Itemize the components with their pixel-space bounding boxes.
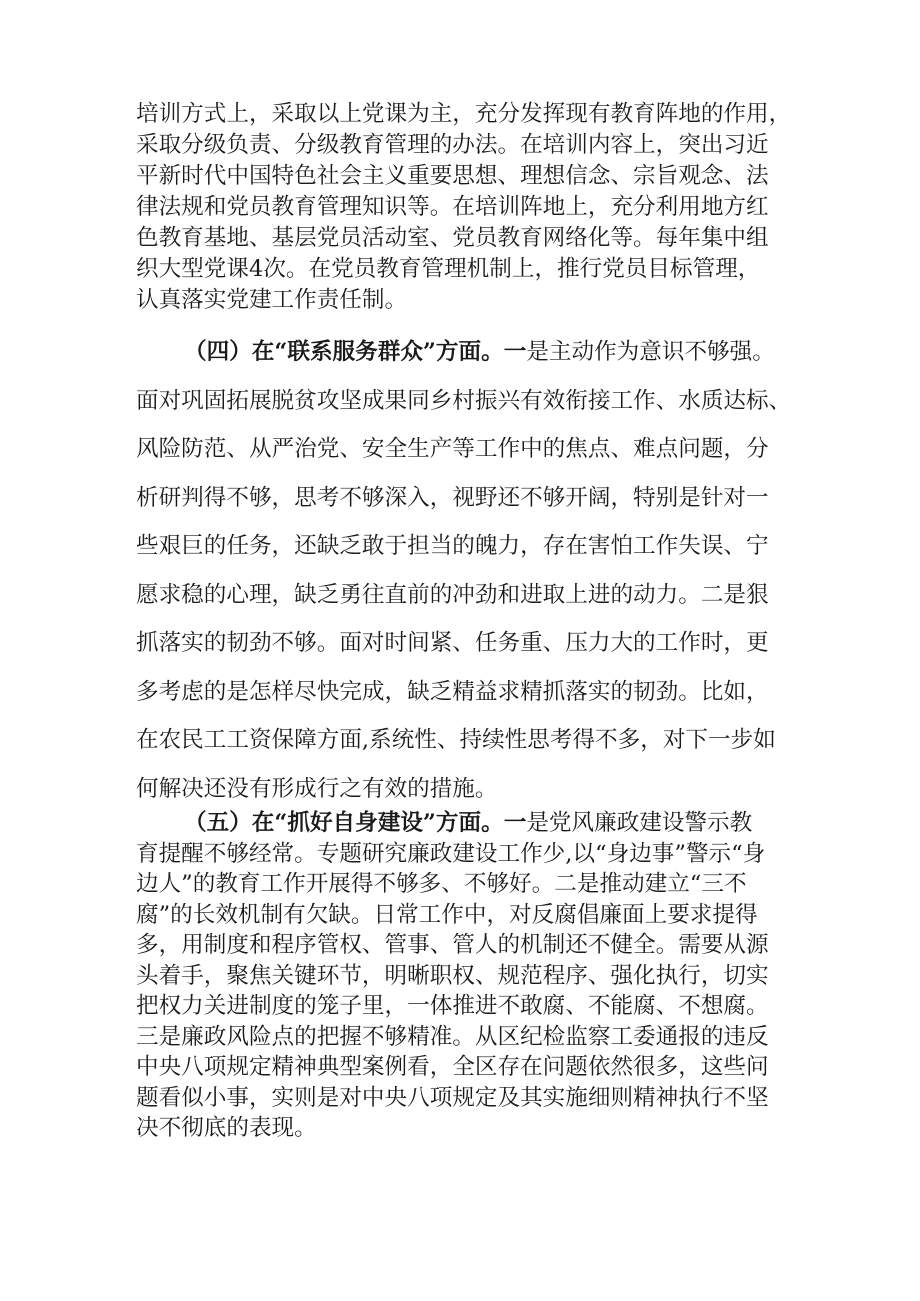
text-line: 何解决还没有形成行之有效的措施。 [136, 775, 498, 802]
text-line: 认真落实党建工作责任制。 [136, 287, 408, 313]
text-line: 多考虑的是怎样尽快完成，缺乏精益求精抓落实的韧劲。比如， [136, 678, 769, 705]
text-line: 平新时代中国特色社会主义重要思想、理想信念、宗旨观念、法 [136, 163, 769, 189]
text-line: 风险防范、从严治党、安全生产等工作中的焦点、难点问题，分 [136, 436, 769, 462]
text-line: 些艰巨的任务，还缺乏敢于担当的魄力，存在害怕工作失误、宁 [136, 533, 769, 559]
text-line: 采取分级负责、分级教育管理的办法。在培训内容上，突出习近 [136, 132, 769, 158]
paragraph-training [136, 99, 808, 316]
text-line: 腐”的长效机制有欠缺。日常工作中，对反腐倡廉面上要求提得 [136, 901, 758, 928]
text-line: 头着手，聚焦关键环节，明晰职权、规范程序、强化执行，切实 [136, 962, 769, 989]
text-line: 析研判得不够，思考不够深入，视野还不够开阔，特别是针对一 [136, 484, 769, 511]
paragraph-serve-masses [136, 328, 808, 813]
text-line: 边人”的教育工作开展得不够多、不够好。二是推动建立“三不 [136, 871, 747, 897]
text-line: 织大型党课4次。在党员教育管理机制上，推行党员目标管理， [136, 256, 761, 282]
text-line: 育提醒不够经常。专题研究廉政建设工作少,以“身边事”警示“身 [136, 840, 766, 867]
text-line: 多，用制度和程序管权、管事、管人的机制还不健全。需要从源 [136, 932, 769, 958]
text-line: 抓落实的韧劲不够。面对时间紧、任务重、压力大的工作时，更 [136, 630, 769, 656]
text-line: 色教育基地、基层党员活动室、党员教育网络化等。每年集中组 [136, 225, 769, 251]
text-line: 题看似小事，实则是对中央八项规定及其实施细则精神执行不坚 [136, 1084, 769, 1111]
text-line: 把权力关进制度的笼子里，一体推进不敢腐、不能腐、不想腐。 [136, 993, 769, 1019]
text-line [136, 328, 808, 377]
text-line: 律法规和党员教育管理知识等。在培训阵地上，充分利用地方红 [136, 194, 769, 220]
text-line: 面对巩固拓展脱贫攻坚成果同乡村振兴有效衔接工作、水质达标、 [136, 387, 792, 414]
text-line: 在农民工工资保障方面,系统性、持续性思考得不多，对下一步如 [136, 727, 776, 753]
heading-rest: 是党风廉政建设警示教 [526, 810, 753, 836]
text-line: 中央八项规定精神典型案例看，全区存在问题依然很多，这些问 [136, 1054, 769, 1080]
section-heading: （五）在“抓好自身建设”方面。一 [184, 810, 527, 836]
text-line: 三是廉政风险点的把握不够精准。从区纪检监察工委通报的违反 [136, 1023, 769, 1050]
text-line [136, 808, 808, 839]
text-line: 决不彻底的表现。 [136, 1115, 317, 1141]
text-line: 培训方式上，采取以上党课为主，充分发挥现有教育阵地的作用， [136, 101, 792, 127]
heading-rest: 是主动作为意识不够强。 [526, 339, 775, 365]
text-line: 愿求稳的心理，缺乏勇往直前的冲劲和进取上进的动力。二是狠 [136, 581, 769, 608]
paragraph-self-building [136, 808, 808, 1144]
section-heading: （四）在“联系服务群众”方面。一 [184, 339, 527, 365]
